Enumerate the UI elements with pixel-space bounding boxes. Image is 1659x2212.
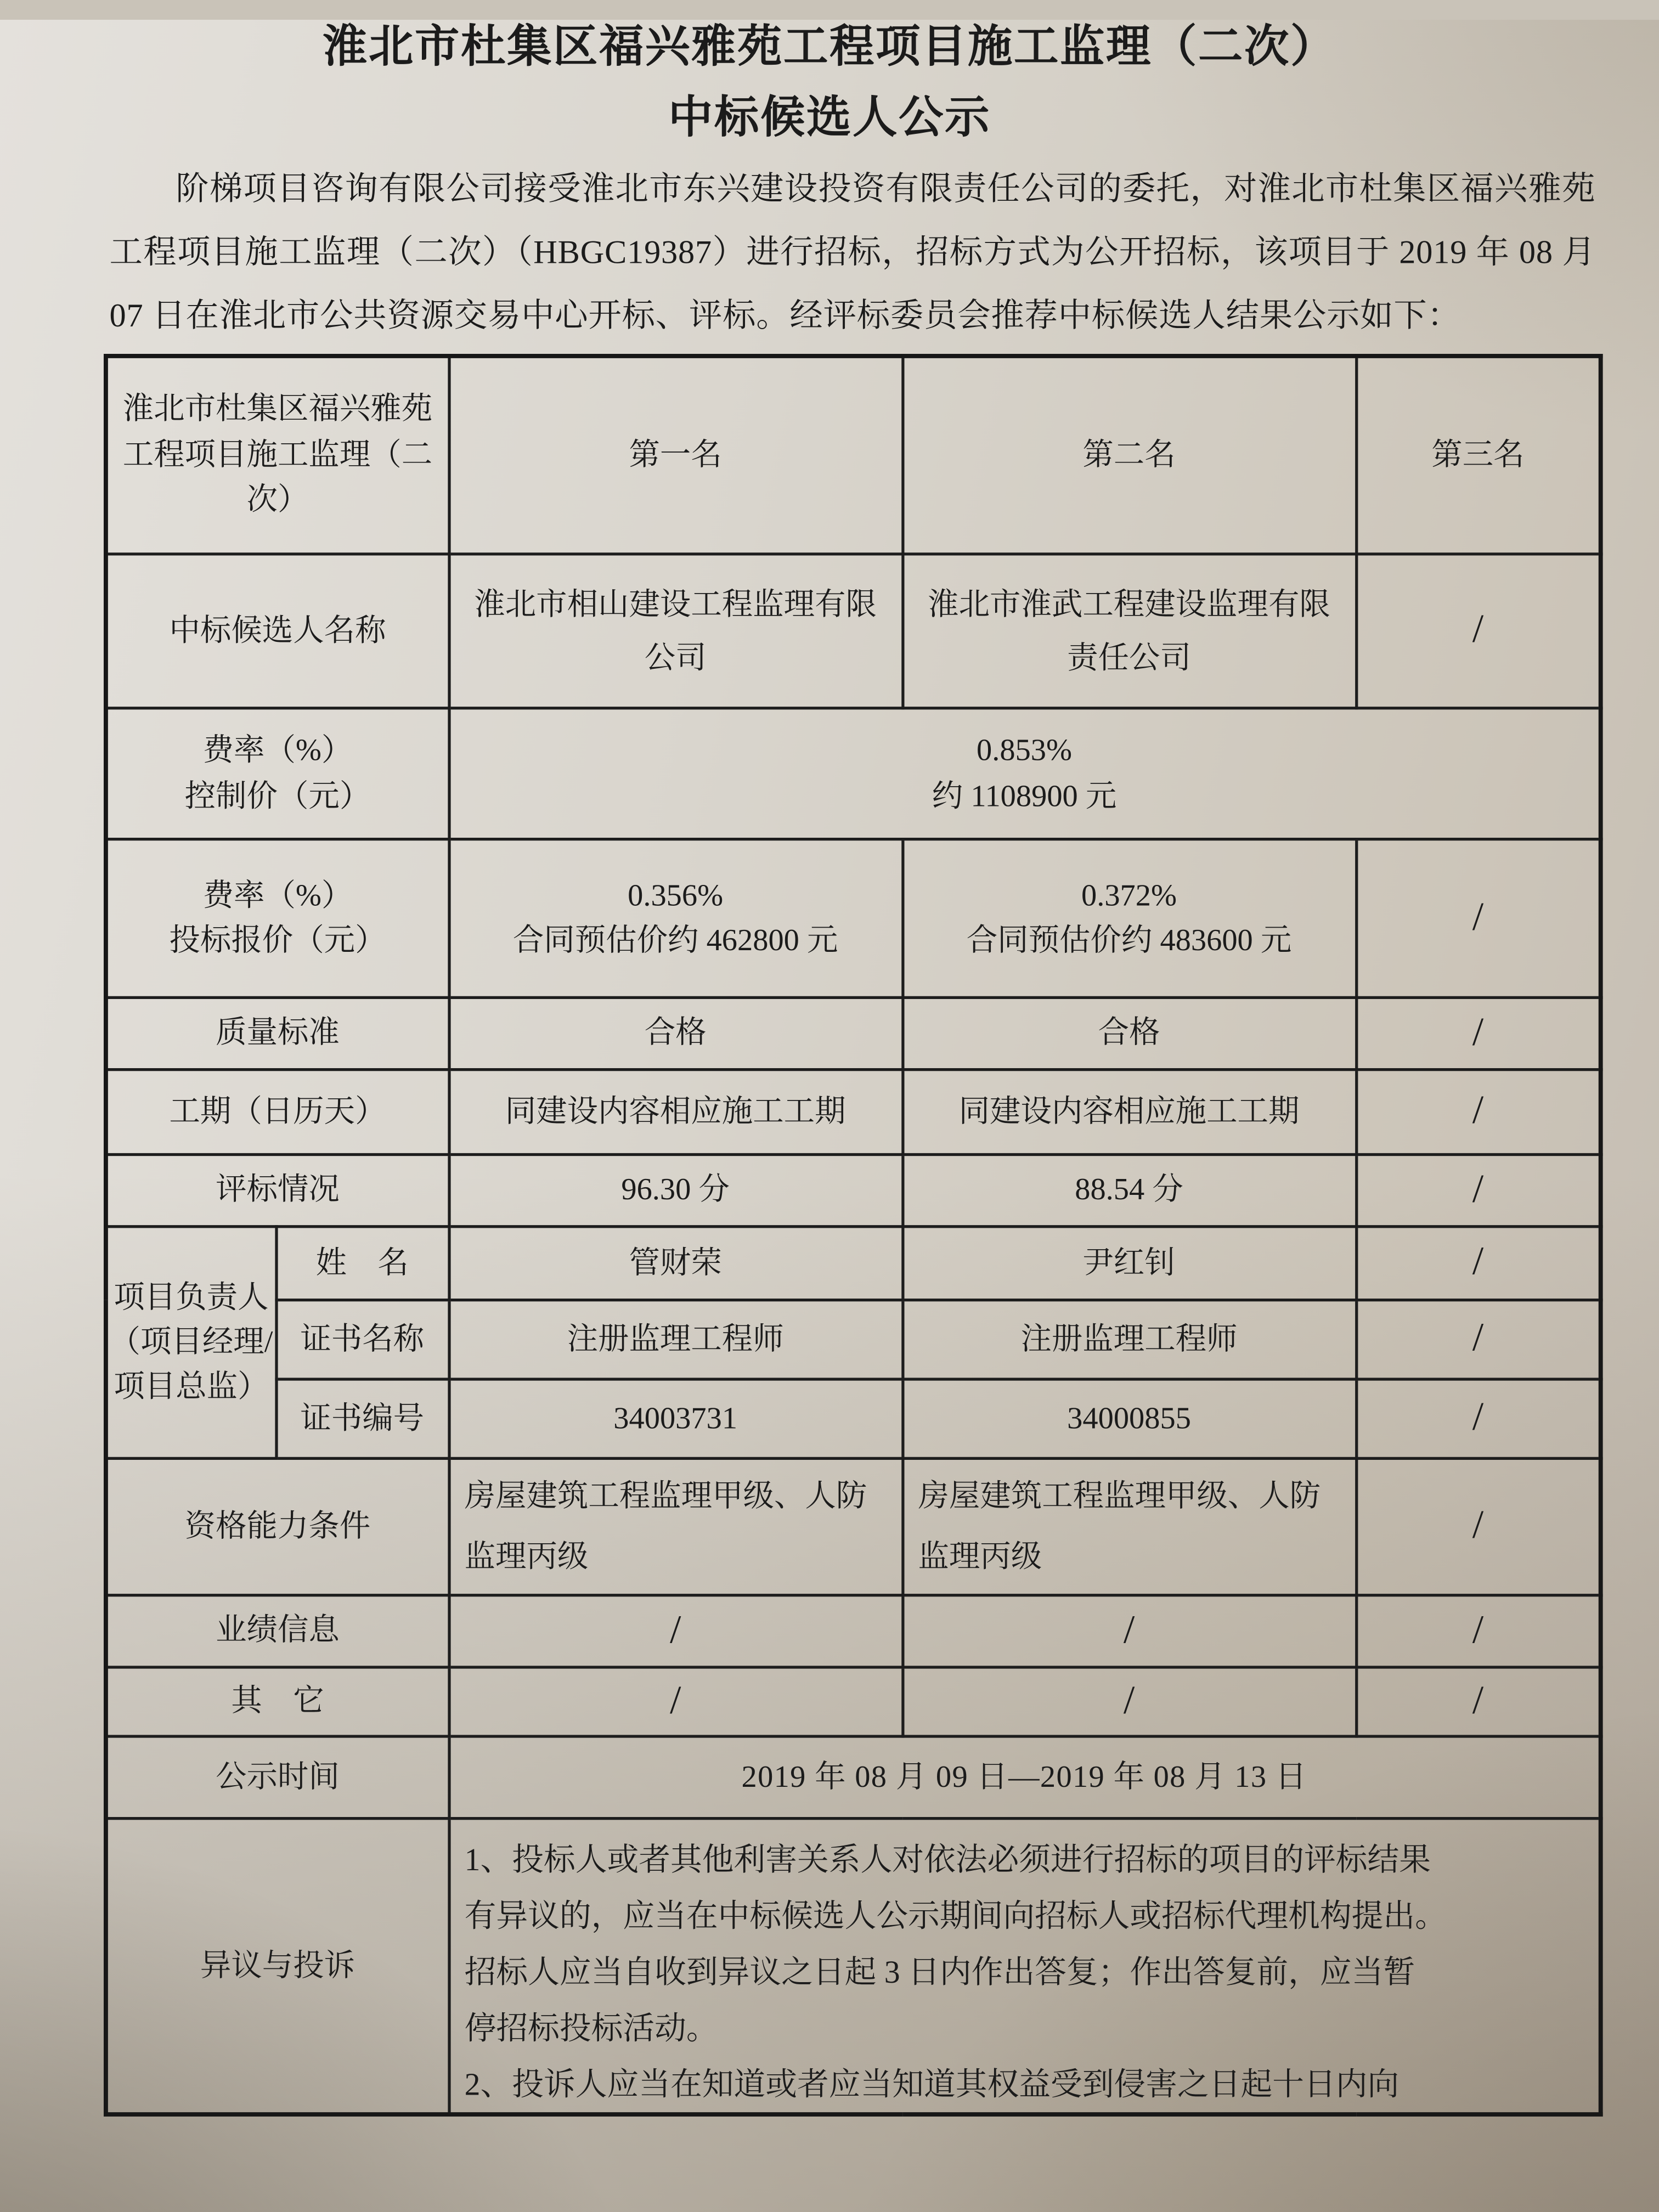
- empty-slash: /: [669, 1678, 681, 1723]
- objection-line-1: 1、投标人或者其他利害关系人对依法必须进行招标的项目的评标结果: [464, 1841, 1431, 1878]
- qualification-label: 资格能力条件: [106, 1458, 449, 1595]
- qualification-third: [1356, 1458, 1600, 1595]
- evaluation-second: 88.54 分: [902, 1155, 1356, 1227]
- control-price-label: [106, 708, 449, 839]
- performance-third: [1356, 1595, 1600, 1667]
- bid-price-label-line1: 费率（%）: [202, 878, 353, 913]
- objection-line-4: 停招标投标活动。: [464, 2010, 718, 2046]
- table-row-other: [106, 1667, 1601, 1736]
- cert-name-label: 证书名称: [276, 1300, 449, 1379]
- bid-price-first-amount: 合同预估价约 462800 元: [512, 922, 838, 957]
- manager-name-third: [1356, 1227, 1600, 1300]
- candidate-name-label: 中标候选人名称: [106, 554, 449, 708]
- manager-name-label: 姓 名: [276, 1227, 449, 1300]
- evaluation-first: 96.30 分: [449, 1155, 902, 1227]
- bid-price-first-rate: 0.356%: [628, 878, 724, 913]
- table-row-quality: [106, 997, 1601, 1069]
- header-rank3-cell: 第三名: [1356, 356, 1600, 554]
- publicity-period-value: 2019 年 08 月 09 日—2019 年 08 月 13 日: [449, 1736, 1601, 1819]
- objection-value: [449, 1819, 1601, 2114]
- performance-label: 业绩信息: [106, 1595, 449, 1667]
- bid-price-label: [106, 839, 449, 998]
- evaluation-third: [1356, 1155, 1600, 1227]
- duration-third: [1356, 1070, 1600, 1155]
- candidate-name-second-text: 淮北市淮武工程建设监理有限责任公司: [928, 587, 1330, 675]
- empty-slash: /: [1123, 1607, 1135, 1652]
- table-row-control-price: [106, 708, 1601, 839]
- cert-no-second: 34000855: [902, 1379, 1356, 1458]
- cert-no-third: [1356, 1379, 1600, 1458]
- empty-slash: /: [669, 1607, 681, 1652]
- other-second: [902, 1667, 1356, 1736]
- duration-first: 同建设内容相应施工工期: [449, 1070, 902, 1155]
- control-price-amount: 约 1108900 元: [932, 778, 1117, 813]
- manager-name-first: 管财荣: [449, 1227, 902, 1300]
- cert-name-third: [1356, 1300, 1600, 1379]
- other-first: [449, 1667, 902, 1736]
- control-price-value: [449, 708, 1601, 839]
- cert-name-first: 注册监理工程师: [449, 1300, 902, 1379]
- control-price-label-line1: 费率（%）: [202, 733, 353, 768]
- qualification-second-text: 房屋建筑工程监理甲级、人防监理丙级: [918, 1478, 1321, 1573]
- publicity-period-label: 公示时间: [106, 1736, 449, 1819]
- objection-line-3: 招标人应当自收到异议之日起 3 日内作出答复；作出答复前，应当暂: [464, 1954, 1415, 1990]
- quality-second: 合格: [902, 997, 1356, 1069]
- empty-slash: /: [1472, 1010, 1484, 1055]
- empty-slash: /: [1472, 1678, 1484, 1723]
- candidate-name-first: [449, 554, 902, 708]
- objection-line-5: 2、投诉人应当在知道或者应当知道其权益受到侵害之日起十日内向: [464, 2066, 1400, 2102]
- evaluation-label: 评标情况: [106, 1155, 449, 1227]
- table-row-bid-price: [106, 839, 1601, 998]
- control-price-rate: 0.853%: [977, 733, 1073, 768]
- header-project-cell: 淮北市杜集区福兴雅苑工程项目施工监理（二次）: [106, 356, 449, 554]
- control-price-label-line2: 控制价（元）: [184, 778, 371, 813]
- empty-slash: /: [1472, 1316, 1484, 1361]
- bid-price-label-line2: 投标报价（元）: [169, 922, 386, 957]
- empty-slash: /: [1472, 1239, 1484, 1285]
- empty-slash: /: [1472, 1503, 1484, 1548]
- candidate-name-third: [1356, 554, 1600, 708]
- bid-price-third: [1356, 839, 1600, 998]
- bid-price-second-rate: 0.372%: [1081, 878, 1177, 913]
- duration-second: 同建设内容相应施工工期: [902, 1070, 1356, 1155]
- notice-table: [104, 353, 1603, 2117]
- table-row-manager-name: [106, 1227, 1601, 1300]
- intro-paragraph: 阶梯项目咨询有限公司接受淮北市东兴建设投资有限责任公司的委托，对淮北市杜集区福兴雅苑工程项目施工监理（二次）（HBGC19387）进行招标，招标方式为公开招标，该项目于 2019 年 08 月 07 日在淮北市公共资源交易中心开标、评标。经评标委员会推荐中标候选人结果公示如下：: [109, 170, 1596, 333]
- empty-slash: /: [1123, 1678, 1135, 1723]
- candidate-name-first-text: 淮北市相山建设工程监理有限公司: [474, 587, 877, 675]
- qualification-first-text: 房屋建筑工程监理甲级、人防监理丙级: [464, 1478, 867, 1573]
- bid-price-second: [902, 839, 1356, 998]
- qualification-first: [449, 1458, 902, 1595]
- table-row-cert-name: [106, 1300, 1601, 1379]
- table-row-evaluation: [106, 1155, 1601, 1227]
- empty-slash: /: [1472, 1607, 1484, 1652]
- cert-name-second: 注册监理工程师: [902, 1300, 1356, 1379]
- bid-price-second-amount: 合同预估价约 483600 元: [966, 922, 1292, 957]
- table-row-header: [106, 356, 1601, 554]
- objection-line-2: 有异议的，应当在中标候选人公示期间向招标人或招标代理机构提出。: [464, 1898, 1447, 1934]
- quality-label: 质量标准: [106, 997, 449, 1069]
- manager-group-label: 项目负责人（项目经理/项目总监）: [106, 1227, 276, 1459]
- empty-slash: /: [1472, 607, 1484, 652]
- empty-slash: /: [1472, 1088, 1484, 1133]
- table-row-cert-no: [106, 1379, 1601, 1458]
- qualification-second: [902, 1458, 1356, 1595]
- empty-slash: /: [1472, 895, 1484, 940]
- table-row-candidate-name: [106, 554, 1601, 708]
- table-row-objection: [106, 1819, 1601, 2114]
- performance-first: [449, 1595, 902, 1667]
- page-subtitle: 中标候选人公示: [668, 91, 991, 142]
- candidate-name-second: [902, 554, 1356, 708]
- cert-no-label: 证书编号: [276, 1379, 449, 1458]
- photographed-notice-page: [0, 20, 1659, 2212]
- cert-no-first: 34003731: [449, 1379, 902, 1458]
- duration-label: 工期（日历天）: [106, 1070, 449, 1155]
- other-third: [1356, 1667, 1600, 1736]
- manager-name-second: 尹红钊: [902, 1227, 1356, 1300]
- page-title: 淮北市杜集区福兴雅苑工程项目施工监理（二次）: [323, 21, 1336, 72]
- table-row-qualification: [106, 1458, 1601, 1595]
- empty-slash: /: [1472, 1167, 1484, 1212]
- table-row-performance: [106, 1595, 1601, 1667]
- bid-price-first: [449, 839, 902, 998]
- table-row-publicity-period: [106, 1736, 1601, 1819]
- header-rank1-cell: 第一名: [449, 356, 902, 554]
- quality-first: 合格: [449, 997, 902, 1069]
- quality-third: [1356, 997, 1600, 1069]
- table-row-duration: [106, 1070, 1601, 1155]
- empty-slash: /: [1472, 1395, 1484, 1440]
- performance-second: [902, 1595, 1356, 1667]
- other-label: 其 它: [106, 1667, 449, 1736]
- objection-label: 异议与投诉: [106, 1819, 449, 2114]
- header-rank2-cell: 第二名: [902, 356, 1356, 554]
